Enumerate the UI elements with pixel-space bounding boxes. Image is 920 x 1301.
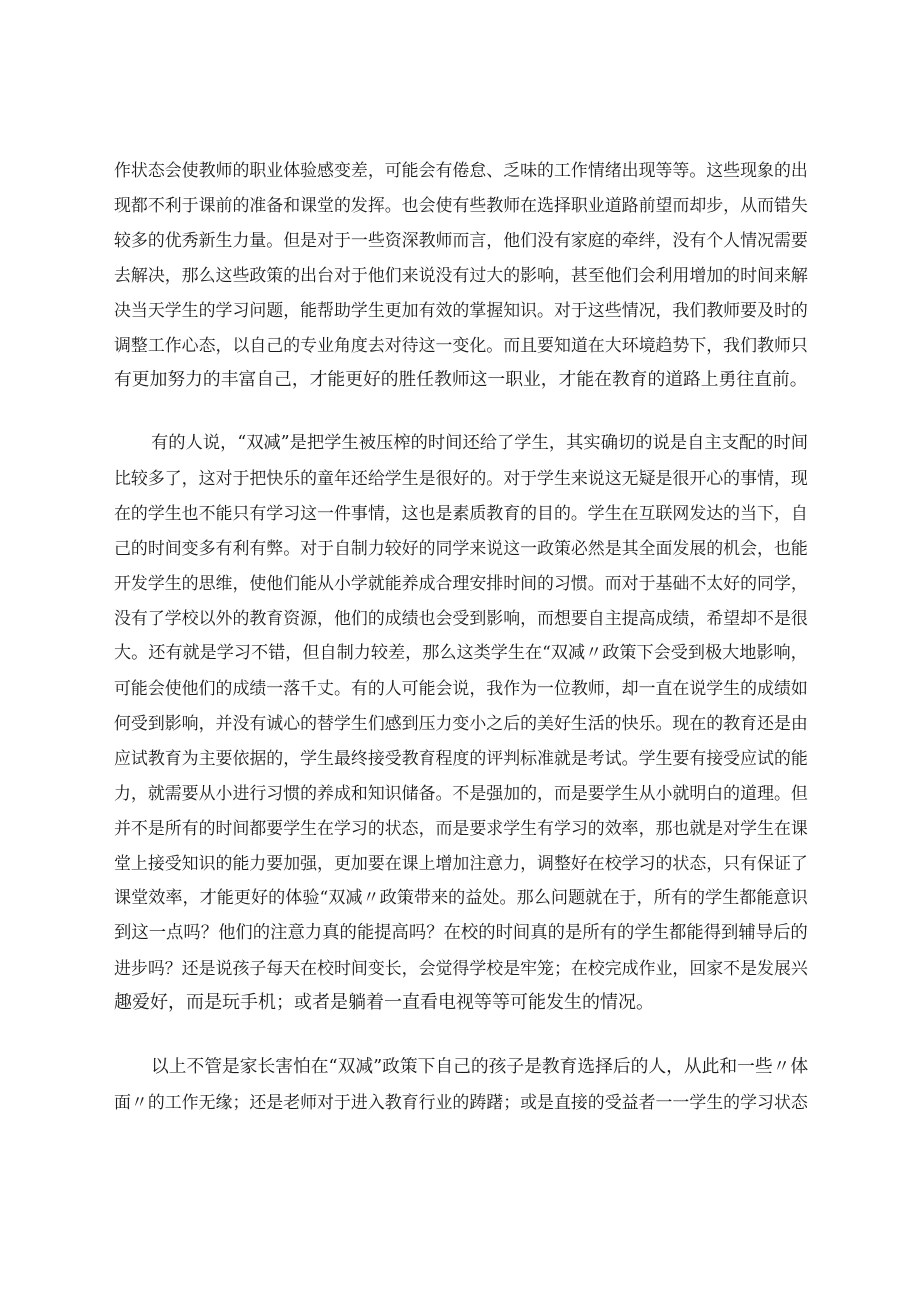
text-line: 己的时间变多有利有弊。对于自制力较好的同学来说这一政策必然是其全面发展的机会，也能 [114,538,808,558]
text-line: 应试教育为主要依据的，学生最终接受教育程度的评判标准就是考试。学生要有接受应试的能 [114,748,808,768]
text-line: 何受到影响，并没有诚心的替学生们感到压力变小之后的美好生活的快乐。现在的教育还是由 [114,713,808,733]
text-line: 调整工作心态，以自己的专业角度去对待这一变化。而且要知道在大环境趋势下，我们教师只 [114,335,808,355]
text-line: 比较多了，这对于把快乐的童年还给学生是很好的。对于学生来说这无疑是很开心的事情，现 [114,468,808,488]
text-line: 进步吗？还是说孩子每天在校时间变长，会觉得学校是牢笼；在校完成作业，回家不是发展兴 [114,958,808,978]
text-line: 去解决，那么这些政策的出台对于他们来说没有过大的影响，甚至他们会利用增加的时间来解 [114,265,808,285]
text-line: 到这一点吗？他们的注意力真的能提高吗？在校的时间真的是所有的学生都能得到辅导后的 [114,923,808,943]
text-line: 力，就需要从小进行习惯的养成和知识储备。不是强加的，而是要学生从小就明白的道理。但 [114,783,808,803]
text-line: 堂上接受知识的能力要加强，更加要在课上增加注意力，调整好在校学习的状态，只有保证了 [114,853,808,873]
text-line: 课堂效率，才能更好的体验“双减〃政策带来的益处。那么问题就在于，所有的学生都能意识 [114,888,808,908]
text-line: 有更加努力的丰富自己，才能更好的胜任教师这一职业，才能在教育的道路上勇往直前。 [114,369,808,390]
text-line: 面〃的工作无缘；还是老师对于进入教育行业的踌躇；或是直接的受益者一一学生的学习状态 [114,1092,808,1112]
text-line: 并不是所有的时间都要学生在学习的状态，而是要求学生有学习的效率，那也就是对学生在课 [114,818,808,838]
text-line: 较多的优秀新生力量。但是对于一些资深教师而言，他们没有家庭的牵绊，没有个人情况需要 [114,230,808,250]
text-line: 可能会使他们的成绩一落千丈。有的人可能会说，我作为一位教师，却一直在说学生的成绩如 [114,678,808,698]
text-line: 有的人说，“双减”是把学生被压榨的时间还给了学生，其实确切的说是自主支配的时间 [151,433,809,453]
text-line: 现都不利于课前的准备和课堂的发挥。也会使有些教师在选择职业道路前望而却步，从而错失 [114,195,808,215]
text-line: 在的学生也不能只有学习这一件事情，这也是素质教育的目的。学生在互联网发达的当下，自 [114,503,808,523]
text-line: 作状态会使教师的职业体验感变差，可能会有倦怠、乏味的工作情绪出现等等。这些现象的出 [114,160,808,180]
text-line: 以上不管是家长害怕在“双减”政策下自己的孩子是教育选择后的人，从此和一些〃体 [151,1057,809,1077]
text-line: 没有了学校以外的教育资源，他们的成绩也会受到影响，而想要自主提高成绩，希望却不是很 [114,608,808,628]
text-line: 决当天学生的学习问题，能帮助学生更加有效的掌握知识。对于这些情况，我们教师要及时的 [114,300,808,320]
text-line: 大。还有就是学习不错，但自制力较差，那么这类学生在“双减〃政策下会受到极大地影响， [114,643,808,663]
text-line: 趣爱好，而是玩手机；或者是躺着一直看电视等等可能发生的情况。 [114,992,654,1013]
text-line: 开发学生的思维，使他们能从小学就能养成合理安排时间的习惯。而对于基础不太好的同学， [114,573,808,593]
